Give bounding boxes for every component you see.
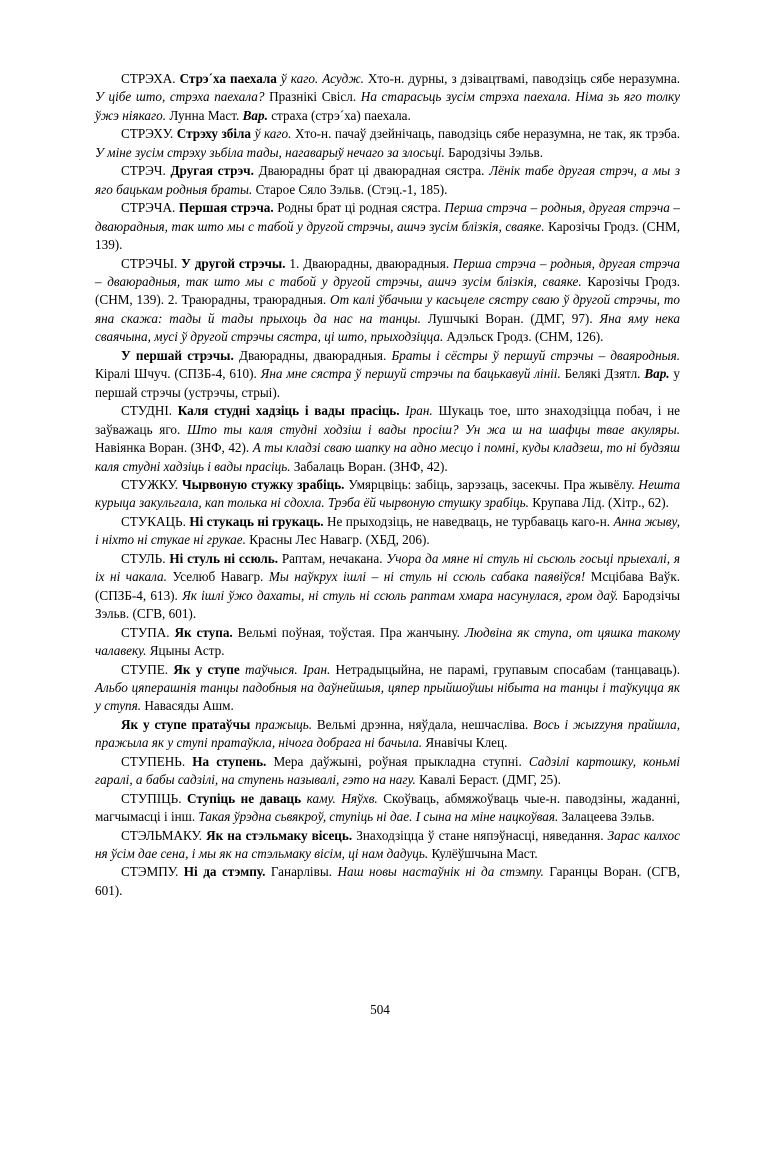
dictionary-entry	[95, 513, 680, 550]
entry-quote: Наш новы настаўнік ні да стэмпу.	[337, 864, 544, 880]
entry-quote: Перша стрэча – родныя, другая стрэча – дваюрадныя, так што мы с табой у другой стрэчы, ашчэ зусім блізкія, сваяке.	[95, 255, 681, 289]
entry-quote: Такая ўрэдна сьвякроў, ступіць ні дае. І сына на міне нацкоўвая.	[198, 809, 559, 825]
entry-idiom: На ступень.	[192, 753, 267, 769]
dictionary-entry	[95, 661, 680, 716]
dictionary-entry	[95, 716, 680, 753]
entry-headword: СТРЭХУ.	[121, 126, 174, 142]
entry-definition: Вельмі поўная, тоўстая. Пра жанчыну.	[237, 624, 460, 640]
entry-quote: Анна жыву, і ніхто ні стукае ні грукае.	[95, 513, 681, 548]
entry-source: Крупава Лід. (Хітр., 62).	[532, 495, 669, 511]
entry-headword: СТРЭЧА.	[121, 200, 176, 216]
dictionary-entry	[95, 255, 680, 347]
entry-source: Адэльск Гродз. (СНМ, 126).	[446, 329, 604, 345]
dictionary-entry	[95, 199, 680, 254]
entry-idiom: Стрэху збіла	[176, 126, 252, 142]
entry-definition: Нетрадыцыйна, не парамі, групавым спосабам (танцаваць).	[335, 661, 681, 677]
entry-idiom: Першая стрэча.	[178, 200, 274, 216]
sense-number: 2.	[167, 292, 178, 308]
entry-idiom: У другой стрэчы.	[181, 255, 286, 271]
entry-quote: Вось і жыzzyня прайшла, пражыла як у ступі пратаўкла, нічога добрага ні бачыла.	[95, 716, 681, 751]
entry-headword: СТУПЕ.	[121, 661, 169, 677]
entry-variant-label: Вар.	[644, 366, 670, 382]
entry-style-label: Няўхв.	[341, 790, 378, 806]
entry-style-label: Асудж.	[322, 71, 364, 86]
entry-source: Старое Сяло Зэльв. (Стэц.-1, 185).	[255, 181, 448, 197]
entry-source: Янавічы Клец.	[425, 735, 508, 751]
entry-idiom: Чырвоную стужку зрабіць.	[181, 476, 345, 492]
dictionary-entry	[95, 162, 680, 199]
entry-definition: Дваюрадны брат ці дваюрадная сястра.	[258, 163, 485, 179]
entry-source: Красны Лес Навагр. (ХБД, 206).	[249, 532, 430, 548]
entry-quote: А ты кладзі сваю шапку на адно месцо і помні, куды кладзеш, то ні будзяш каля студні хадзіць і вады прасіць.	[95, 440, 680, 474]
entry-definition: Скоўваць, абмяжоўваць чые-н. паводзіны, жаданні, магчымасці і інш.	[95, 790, 681, 825]
entry-definition: Хто-н. пачаў дзейнічаць, паводзіць сябе неразумна, не так, як трэба.	[294, 126, 681, 142]
entry-idiom: Як ступа.	[174, 624, 233, 640]
entry-source: Карозічы Гродз. (СНМ, 139).	[95, 218, 680, 253]
entry-quote: На старасьць зусім стрэха паехала. Німа зь яго толку ўжэ ніякаго.	[95, 89, 681, 123]
entry-style-label: Іран.	[405, 403, 433, 419]
entry-source: Навасяды Ашм.	[144, 698, 234, 714]
entry-definition: Мера даўжыні, роўная прыкладна ступні.	[273, 753, 522, 769]
sense-definition: Траюрадны, траюрадныя.	[181, 292, 327, 308]
entry-definition: Родны брат ці родная сястра.	[277, 200, 441, 216]
entry-definition: Вельмі дрэнна, няўдала, нешчасліва.	[316, 716, 529, 732]
entry-idiom: Каля студні хадзіць і вады прасіць.	[177, 403, 400, 419]
entry-quote: Браты і сёстры ў першуй стрэчы – дваяродныя.	[391, 347, 681, 363]
entry-definition: Не прыходзіць, не наведваць, не турбаваць каго-н.	[327, 513, 611, 529]
entry-quote: Нешта курыца закульгала, кап толька ні сдохла. Трэба ёй чырвоную стушку зрабіць.	[95, 476, 681, 511]
entry-definition: Дваюрадны, дваюрадныя.	[239, 347, 387, 363]
entry-headword: СТУПІЦЬ.	[121, 790, 182, 806]
entry-quote: Яна мне сястра ў першуй стрэчы па бацькавуй лініі.	[260, 366, 561, 382]
dictionary-entry	[95, 863, 680, 900]
entry-source: Бародзічы Зэльв. (СГВ, 601).	[95, 587, 680, 622]
entry-idiom: Ні стуль ні ссюль.	[169, 550, 278, 566]
page-number: 504	[370, 1002, 390, 1017]
entry-definition: Шукаць тое, што знаходзіцца побач, і не заўважаць яго.	[95, 403, 681, 437]
entry-idiom: Ні да стэмпу.	[183, 864, 266, 880]
entry-idiom: Як у ступе пратаўчы	[121, 716, 251, 732]
entry-source: Кулёўшчына Маст.	[431, 846, 538, 862]
page-body	[95, 70, 680, 900]
entry-headword: СТУЖКУ.	[121, 476, 179, 492]
entry-government: пражыць.	[255, 716, 313, 732]
entry-source: Мсцібава Ваўк. (СПЗБ-4, 613).	[95, 569, 681, 603]
entry-source: Гаранцы Воран. (СГВ, 601).	[95, 864, 680, 898]
entry-definition: Умярцвіць: забіць, зарэзаць, засекчы. Пра жывёлу.	[348, 476, 635, 492]
entry-quote: Лёнік табе другая стрэч, а мы з яго бацькам родныя браты.	[95, 163, 681, 197]
entry-definition: Знаходзіцца ў стане няпэўнасці, няведання.	[356, 827, 604, 843]
entry-source: Кіралі Шчуч. (СПЗБ-4, 610).	[95, 366, 257, 382]
entry-headword: СТРЭХА.	[121, 71, 176, 86]
entry-quote: Што ты каля студні ходзіш і вады просіш? Ун жа ш на шафцы твае акуляры.	[186, 421, 681, 437]
entry-headword: СТУПА.	[121, 624, 170, 640]
entry-quote: Учора да мяне ні стуль ні сьсюль госьці прыехалі, я іх ні чакала.	[95, 550, 680, 585]
entry-source: Бародзічы Зэльв.	[448, 144, 544, 160]
entry-quote: Яна яму нека сваячына, мусі ў другой стрэчы сястра, ці што, прыходзіцца.	[95, 310, 681, 345]
dictionary-entry	[95, 550, 680, 624]
entry-idiom: Ні стукаць ні грукаць.	[189, 513, 324, 529]
entry-headword: СТУПЕНЬ.	[121, 753, 186, 769]
entry-source: Навіянка Воран. (ЗНФ, 42).	[95, 440, 250, 456]
entry-idiom: У першай стрэчы.	[121, 347, 234, 363]
entry-definition: Ганарлівы.	[270, 864, 332, 880]
entry-source: Лушчыкі Воран. (ДМГ, 97).	[427, 310, 593, 326]
entry-variant-label: Вар.	[242, 107, 268, 123]
dictionary-entry	[95, 753, 680, 790]
entry-variant-text: у першай стрэчы (устрэчы, стрыі).	[95, 366, 681, 400]
entry-quote: Як ішлі ўжо дахаты, ні стуль ні ссюль раптам хмара насунулася, гром даў.	[182, 587, 619, 603]
entry-source: Лунна Маст.	[169, 107, 240, 123]
entry-source: Уселюб Навагр.	[172, 569, 264, 585]
entry-style-label: Іран.	[302, 661, 331, 677]
entry-source: Белякі Дзятл.	[564, 366, 641, 382]
entry-headword: СТУДНІ.	[121, 403, 173, 419]
dictionary-entry	[95, 476, 680, 513]
entry-quote: Садзілі картошку, коньмі гаралі, а бабы садзілі, на ступень называлі, гэто на нагу.	[95, 753, 681, 788]
entry-quote: Мы наўкрух ішлі – ні стуль ні ссюль сабака паявіўся!	[268, 569, 586, 585]
entry-source: Празнікі Свісл.	[269, 89, 357, 105]
entry-source: Яцыны Астр.	[149, 643, 225, 659]
entry-headword: СТРЭЧЫ.	[121, 255, 178, 271]
entry-quote: От калі ўбачыш у касьцеле сястру сваю ў другой стрэчы, то яна скажа: тады й тады прыхоць да нас на танцы.	[95, 292, 681, 326]
entry-government: ў каго.	[254, 126, 292, 142]
dictionary-entry	[95, 624, 680, 661]
entry-headword: СТРЭЧ.	[121, 163, 166, 179]
entry-headword: СТУКАЦЬ.	[121, 513, 186, 529]
sense-definition: Дваюрадны, дваюрадныя.	[303, 255, 450, 271]
entry-quote: Зарас калхос ня ўсім дае сена, і мы як на стэльмаку вісім, ці нам дадуць.	[95, 827, 681, 862]
dictionary-entry	[95, 402, 680, 476]
entry-headword: СТЭЛЬМАКУ.	[121, 827, 202, 843]
entry-variant-text: страха (стрэ´ха) паехала.	[271, 107, 411, 123]
entry-quote: У цібе што, стрэха паехала?	[95, 89, 265, 105]
dictionary-entry	[95, 347, 680, 402]
entry-government: ў каго.	[280, 71, 319, 86]
entry-idiom: Як на стэльмаку вісець.	[206, 827, 353, 843]
entry-quote: Перша стрэча – родныя, другая стрэча – дваюрадныя, так што мы с табой у другой стрэчы, ашчэ зусім блізкія, сваяке.	[95, 200, 681, 234]
entry-idiom: Стрэ´ха паехала	[179, 71, 277, 86]
entry-definition: Раптам, нечакана.	[281, 550, 383, 566]
entry-source: Залацеева Зэльв.	[561, 809, 655, 825]
entry-source: Забалаць Воран. (ЗНФ, 42).	[293, 458, 448, 474]
entry-government: каму.	[306, 790, 336, 806]
entry-idiom: Ступіць не даваць	[187, 790, 302, 806]
entry-idiom: Другая стрэч.	[170, 163, 254, 179]
entry-headword: СТУЛЬ.	[121, 550, 166, 566]
entry-definition: Хто-н. дурны, з дзівацтвамі, паводзіць сябе неразумна.	[367, 71, 680, 86]
dictionary-entry	[95, 70, 680, 125]
dictionary-entry	[95, 790, 680, 827]
sense-number: 1.	[289, 255, 300, 271]
entry-headword: СТЭМПУ.	[121, 864, 179, 880]
dictionary-entry	[95, 827, 680, 864]
entry-quote: Альбо цяперашнія танцы падобныя на даўнейшыя, цяпер прыйшоўшы нібыта на танцы і таўкуцца як у ступя.	[95, 679, 680, 714]
entry-quote: У міне зусім стрэху зьбіла тады, нагаварыў нечаго за злосьці.	[95, 144, 445, 160]
entry-source: Кавалі Бераст. (ДМГ, 25).	[419, 772, 561, 788]
entry-idiom: Як у ступе	[173, 661, 240, 677]
entry-quote: Людвіна як ступа, от цяшка такому чалавеку.	[95, 624, 680, 659]
entry-government: таўчыся.	[244, 661, 298, 677]
dictionary-entry	[95, 125, 680, 162]
entry-source: Карозічы Гродз. (СНМ, 139).	[95, 273, 680, 308]
